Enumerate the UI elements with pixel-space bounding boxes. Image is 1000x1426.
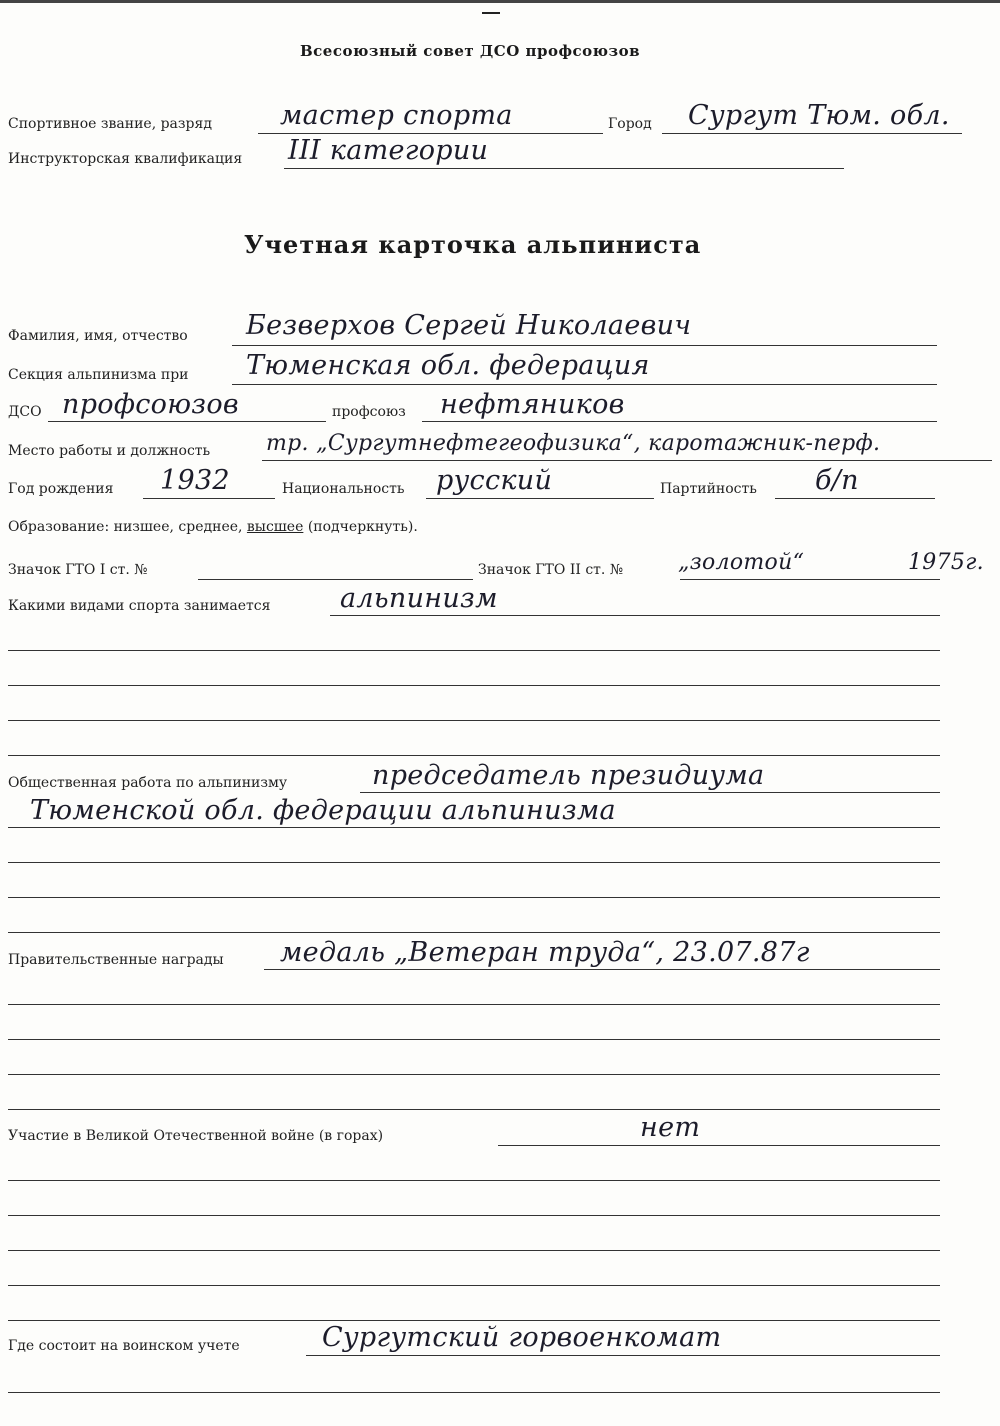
blank-line	[8, 897, 940, 898]
military-label: Где состоит на воинском учете	[8, 1338, 240, 1354]
card-title: Учетная карточка альпиниста	[244, 230, 702, 259]
party-line	[775, 498, 935, 499]
full-name-line	[232, 345, 937, 346]
blank-line	[8, 862, 940, 863]
nationality-label: Национальность	[282, 481, 405, 497]
awards-line	[264, 969, 940, 970]
war-value: нет	[640, 1112, 701, 1143]
union-line	[422, 421, 937, 422]
blank-line	[8, 1320, 940, 1321]
blank-line	[8, 650, 940, 651]
blank-line	[8, 1392, 940, 1393]
city-label: Город	[608, 116, 652, 132]
awards-value: медаль „Ветеран труда“, 23.07.87г	[280, 937, 810, 968]
blank-line	[8, 1004, 940, 1005]
gto2-label: Значок ГТО II ст. №	[478, 562, 624, 578]
birth-line	[143, 498, 275, 499]
dso-line	[48, 421, 326, 422]
military-value: Сургутский горвоенкомат	[322, 1322, 722, 1353]
blank-line	[8, 685, 940, 686]
instructor-label: Инструкторская квалификация	[8, 151, 243, 167]
rank-label: Спортивное звание, разряд	[8, 116, 212, 132]
education-row	[8, 519, 418, 535]
instructor-value: III категории	[288, 135, 489, 166]
union-value: нефтяников	[440, 389, 625, 420]
rank-line	[258, 133, 603, 134]
blank-line	[8, 1180, 940, 1181]
blank-line	[8, 1074, 940, 1075]
city-line	[662, 133, 962, 134]
sports-line	[330, 615, 940, 616]
work-label: Место работы и должность	[8, 443, 211, 459]
rank-value: мастер спорта	[280, 100, 513, 131]
blank-line	[8, 1109, 940, 1110]
full-name-label: Фамилия, имя, отчество	[8, 328, 188, 344]
nationality-line	[426, 498, 654, 499]
city-value: Сургут Тюм. обл.	[688, 100, 950, 131]
dso-label: ДСО	[8, 404, 42, 420]
war-label: Участие в Великой Отечественной войне (в горах)	[8, 1128, 384, 1144]
gto1-line	[198, 579, 473, 580]
instructor-line	[284, 168, 844, 169]
birth-value: 1932	[160, 465, 230, 496]
awards-label: Правительственные награды	[8, 952, 224, 968]
war-line	[498, 1145, 940, 1146]
sports-value: альпинизм	[340, 583, 498, 614]
section-label: Секция альпинизма при	[8, 367, 189, 383]
blank-line	[8, 1250, 940, 1251]
section-line	[232, 384, 937, 385]
sports-label: Какими видами спорта занимается	[8, 598, 271, 614]
party-value: б/п	[815, 465, 859, 496]
blank-line	[8, 1215, 940, 1216]
blank-line	[8, 1285, 940, 1286]
party-label: Партийность	[660, 481, 757, 497]
public-work-line2: Тюменской обл. федерации альпинизма	[30, 795, 616, 826]
top-border	[0, 0, 1000, 3]
education-suffix: (подчеркнуть).	[307, 519, 418, 535]
blank-line	[8, 932, 940, 933]
military-line	[306, 1355, 940, 1356]
work-line	[262, 460, 992, 461]
birth-label: Год рождения	[8, 481, 114, 497]
public-work-label: Общественная работа по альпинизму	[8, 775, 288, 791]
form-header: Всесоюзный совет ДСО профсоюзов	[300, 42, 641, 60]
gto1-label: Значок ГТО I ст. №	[8, 562, 148, 578]
work-value: тр. „Сургутнефтегеофизика“, каротажник-перф.	[266, 431, 881, 456]
dso-value: профсоюзов	[62, 389, 239, 420]
education-label: Образование: низшее, среднее,	[8, 519, 243, 535]
blank-line	[8, 1039, 940, 1040]
full-name-value: Безверхов Сергей Николаевич	[246, 310, 692, 341]
section-value: Тюменская обл. федерация	[246, 350, 650, 381]
public-work-line	[360, 792, 940, 793]
public-work-line-2	[8, 827, 940, 828]
union-label: профсоюз	[332, 404, 406, 420]
blank-line	[8, 720, 940, 721]
nationality-value: русский	[436, 465, 553, 496]
gto2-year: 1975г.	[908, 550, 984, 575]
gto2-value: „золотой“	[678, 550, 805, 575]
top-mark	[482, 12, 500, 14]
education-underlined: высшее	[246, 519, 304, 535]
public-work-line1: председатель президиума	[372, 760, 765, 791]
blank-line	[8, 755, 940, 756]
gto2-line	[680, 579, 940, 580]
